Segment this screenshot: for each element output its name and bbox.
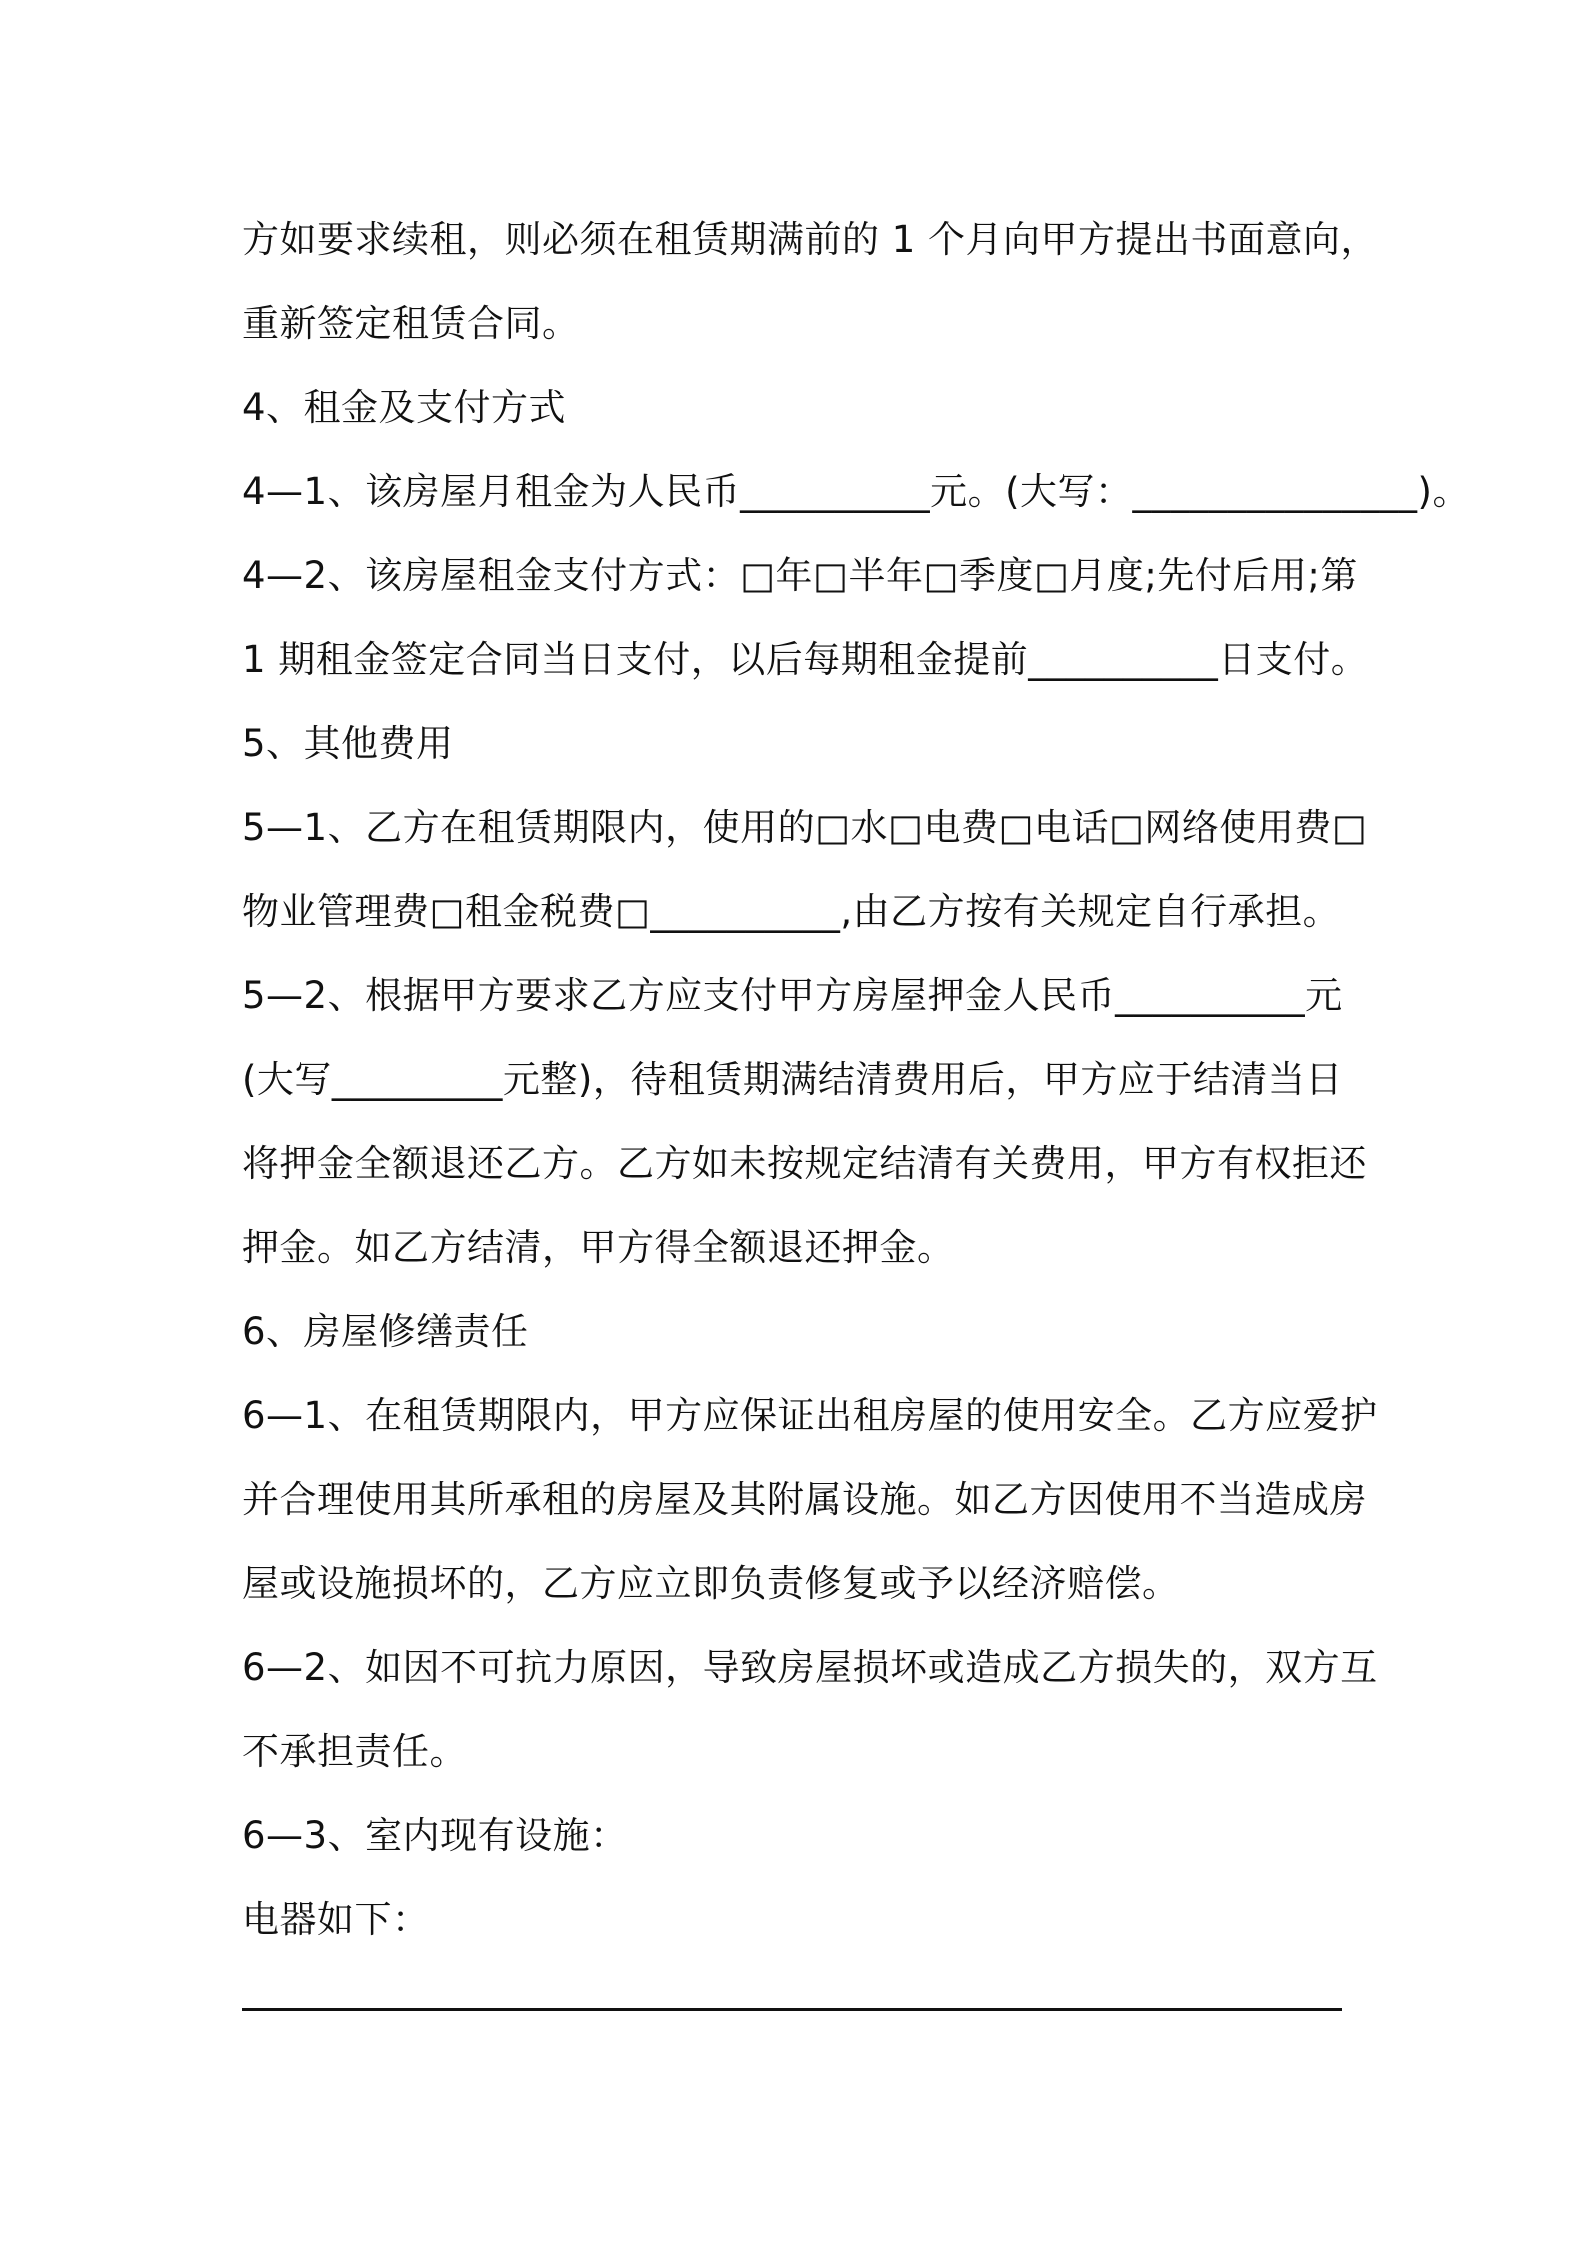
text-line: 不承担责任。 <box>242 1730 467 1773</box>
text-line: 6—1、在租赁期限内，甲方应保证出租房屋的使用安全。乙方应爱护 <box>242 1394 1378 1437</box>
text-line: 6—3、室内现有设施： <box>242 1814 628 1857</box>
text-line: 重新签定租赁合同。 <box>242 302 580 345</box>
document-body <box>242 198 1470 1962</box>
text-line: 屋或设施损坏的，乙方应立即负责修复或予以经济赔偿。 <box>242 1562 1180 1605</box>
text-line: 5—1、乙方在租赁期限内，使用的□水□电费□电话□网络使用费□ <box>242 806 1368 849</box>
text-line: 物业管理费□租金税费□__________,由乙方按有关规定自行承担。 <box>242 890 1341 933</box>
text-line: 并合理使用其所承租的房屋及其附属设施。如乙方因使用不当造成房 <box>242 1478 1367 1521</box>
fill-in-blank-line <box>242 2008 1342 2011</box>
text-line: 押金。如乙方结清，甲方得全额退还押金。 <box>242 1226 955 1269</box>
text-line: 1 期租金签定合同当日支付，以后每期租金提前__________日支付。 <box>242 638 1369 681</box>
text-line: 5—2、根据甲方要求乙方应支付甲方房屋押金人民币__________元 <box>242 974 1343 1017</box>
text-line: 4—2、该房屋租金支付方式：□年□半年□季度□月度;先付后用;第 <box>242 554 1358 597</box>
section-heading: 5、其他费用 <box>242 722 454 765</box>
text-line: 方如要求续租，则必须在租赁期满前的 1 个月向甲方提出书面意向， <box>242 218 1379 261</box>
section-heading: 6、房屋修缮责任 <box>242 1310 529 1353</box>
text-line: (大写_________元整)，待租赁期满结清费用后，甲方应于结清当日 <box>242 1058 1343 1101</box>
text-line: 将押金全额退还乙方。乙方如未按规定结清有关费用，甲方有权拒还 <box>242 1142 1367 1185</box>
text-line: 6—2、如因不可抗力原因，导致房屋损坏或造成乙方损失的，双方互 <box>242 1646 1378 1689</box>
text-line: 电器如下： <box>242 1898 430 1941</box>
section-heading: 4、租金及支付方式 <box>242 386 567 429</box>
text-line: 4—1、该房屋月租金为人民币__________元。(大写：_______________)。 <box>242 470 1470 513</box>
